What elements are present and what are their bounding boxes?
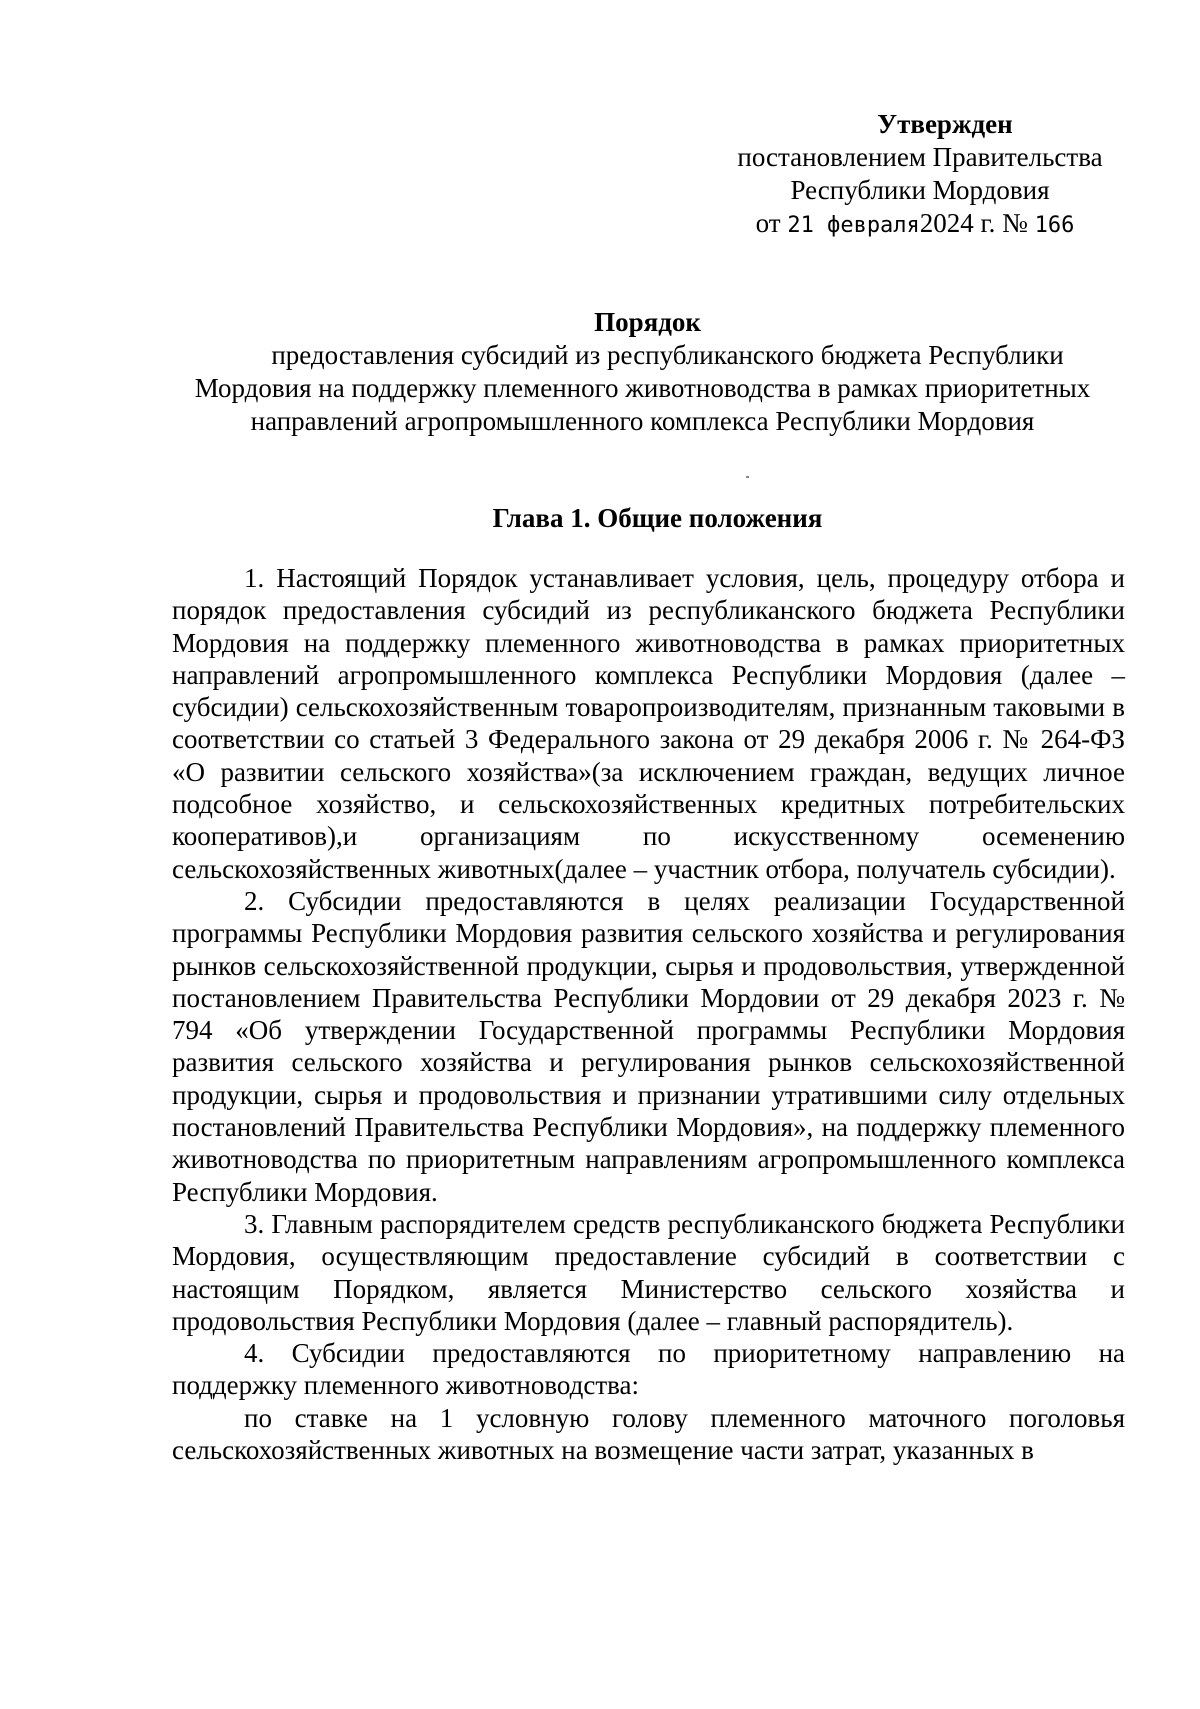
chapter-heading: Глава 1. Общие положения xyxy=(492,503,823,533)
approval-date-prefix: от xyxy=(755,208,788,238)
approval-stamp xyxy=(690,108,1150,242)
document-subtitle-line-3: направлений агропромышленного комплекса Республики Мордовия xyxy=(250,406,1035,436)
paragraph-5: по ставке на 1 условную голову племенного маточного поголовья сельскохозяйственных животных на возмещение части затрат, указанных в xyxy=(172,1402,1125,1466)
approval-date-value: 21 февраля xyxy=(787,213,920,238)
approval-heading: Утвержден xyxy=(877,109,1013,139)
approval-line-1: постановлением Правительства xyxy=(737,142,1103,172)
approval-line-2: Республики Мордовия xyxy=(790,175,1050,205)
document-subtitle-line-2: Мордовия на поддержку племенного животноводства в рамках приоритетных xyxy=(194,373,1091,403)
approval-date-year: 2024 г. № xyxy=(919,208,1035,238)
scan-speck xyxy=(746,476,749,478)
document-title-block xyxy=(160,306,1125,438)
paragraph-2: 2. Субсидии предоставляются в целях реализации Государственной программы Республики Мордовия развития сельского хозяйства и регулирования рынков сельскохозяйственной продукции, сырья и продовольствия, утвержденной постановлением Правительства Республики Мордовии от 29 декабря 2023 г. № 794 «Об утверждении Государственной программы Республики Мордовия развития сельского хозяйства и регулирования рынков сельскохозяйственной продукции, сырья и продовольствия и признании утратившими силу отдельных постановлений Правительства Республики Мордовия», на поддержку племенного животноводства по приоритетным направлениям агропромышленного комплекса Республики Мордовия. xyxy=(172,885,1125,1207)
approval-date-number xyxy=(685,207,1145,242)
document-title: Порядок xyxy=(594,307,701,337)
document-subtitle-line-1: предоставления субсидий из республиканского бюджета Республики xyxy=(271,340,1064,370)
approval-number: 166 xyxy=(1034,213,1075,238)
paragraph-3: 3. Главным распорядителем средств республиканского бюджета Республики Мордовия, осуществляющим предоставление субсидий в соответствии с настоящим Порядком, является Министерство сельского хозяйства и продовольствия Республики Мордовия (далее – главный распорядитель). xyxy=(172,1208,1125,1336)
document-body xyxy=(172,562,1125,1466)
paragraph-4: 4. Субсидии предоставляются по приоритетному направлению на поддержку племенного животноводства: xyxy=(172,1338,1125,1401)
paragraph-1: 1. Настоящий Порядок устанавливает условия, цель, процедуру отбора и порядок предоставления субсидий из республиканского бюджета Республики Мордовия на поддержку племенного животноводства в рамках приоритетных направлений агропромышленного комплекса Республики Мордовия (далее – субсидии) сельскохозяйственным товаропроизводителям, признанным таковыми в соответствии со статьей 3 Федерального закона от 29 декабря 2006 г. № 264-ФЗ «О развитии сельского хозяйства»(за исключением граждан, ведущих личное подсобное хозяйство, и сельскохозяйственных кредитных потребительских кооперативов),и организациям по искусственному осеменению сельскохозяйственных животных(далее – участник отбора, получатель субсидии). xyxy=(172,563,1125,884)
